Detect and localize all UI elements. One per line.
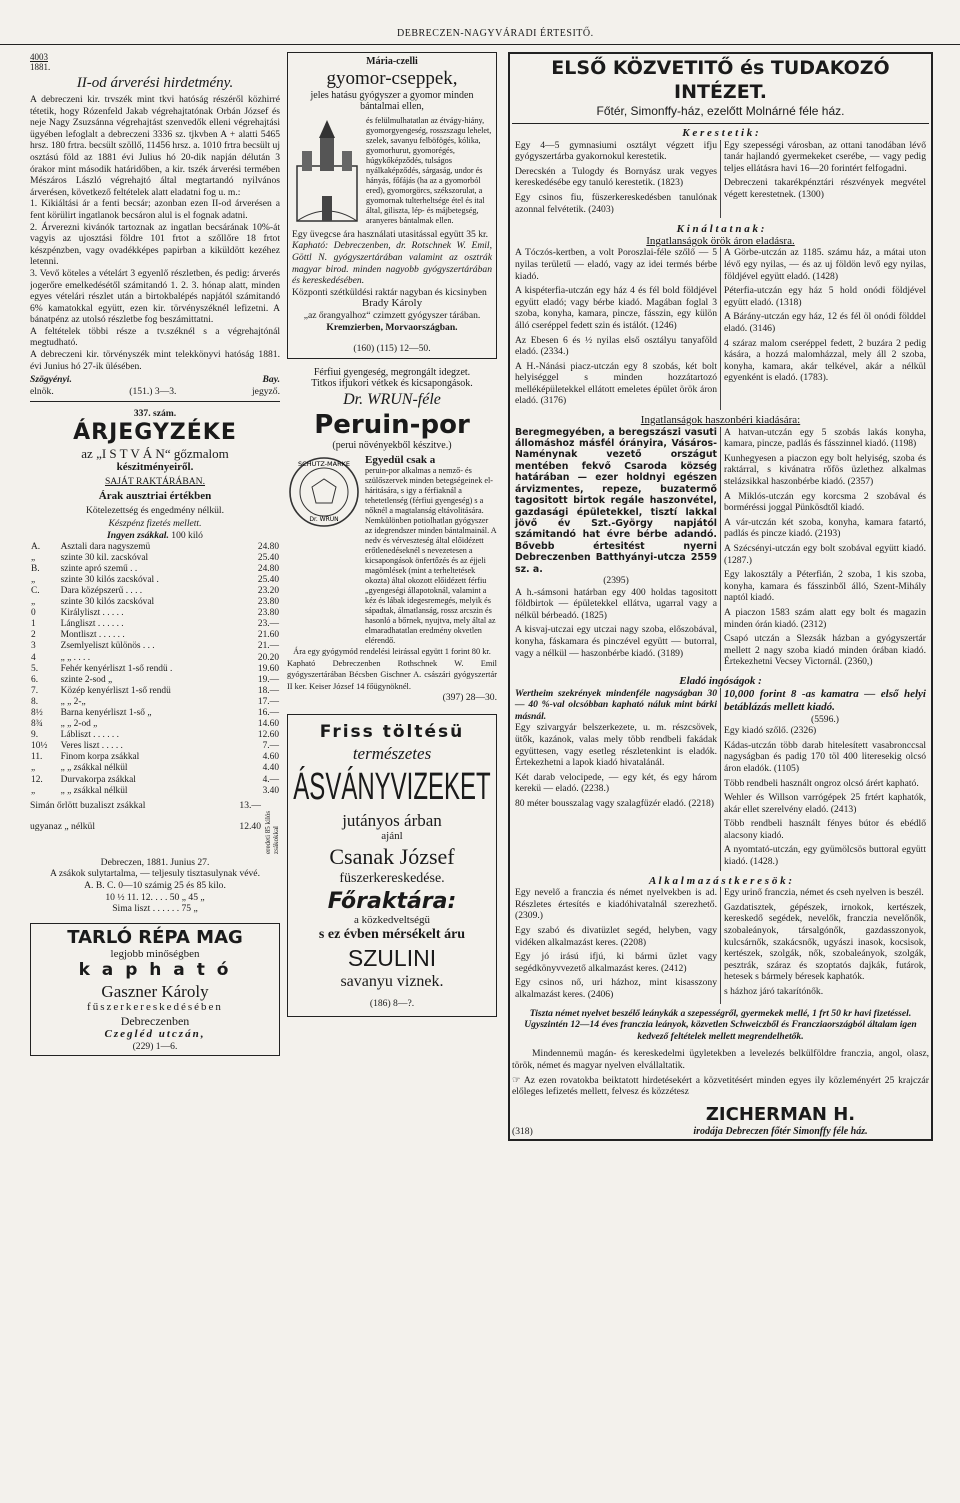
price-mark: 8¾ (31, 719, 43, 730)
price-name: Közép kenyérliszt 1-ső rendü (60, 685, 171, 696)
price-cash: Készpénz fizetés mellett. (108, 518, 202, 530)
elado-left (512, 688, 720, 871)
price-row (30, 719, 280, 730)
wrun-sub: (perui növényekből készitve.) (332, 439, 452, 451)
price-mark: 2 (31, 630, 36, 641)
sign-ref: (151.) 3—3. (129, 385, 177, 397)
listing-item: Derecskén a Tulogdy és Bornyász urak vegyes kereskedésébe egy tanuló kerestetik. (1823) (515, 165, 717, 189)
price-name: Zsemlyeliszt különös . . . (60, 641, 155, 652)
listing-item: Egy kiadó szőlő. (2326) (724, 725, 817, 737)
price-mark: B. (31, 563, 40, 574)
price-sima: Sima liszt . . . . . . 75 „ (112, 903, 198, 915)
price-value: 4.— (262, 774, 279, 785)
agency-address: Főtér, Simonffy-ház, ezelőtt Molnárné féle ház. (596, 104, 845, 118)
price-name: „ „ 2-od „ (60, 719, 98, 730)
elado-title: Eladó ingóságok : (679, 674, 762, 687)
ugyanaz-price: 12.40 (239, 821, 261, 833)
elado-grid (512, 688, 929, 871)
listing-item: A nyomtató-utczán, egy gyümölcsös buttoral együtt kiadó. (1428.) (724, 844, 926, 868)
maria-place: Kremzierben, Morvaországban. (326, 321, 458, 333)
elado-right-bold: 10,000 forint 8 -as kamatra — első helyi betáblázás mellett kiadó. (724, 687, 926, 713)
mindennemu-notice: Mindennemü magán- és kereskedelmi ügyletekben a levelezés belkülföldre franczia, angol, olasz, török, német és magyar nyelven elvállaltatik. (512, 1048, 929, 1071)
friss-savanyu: savanyu viznek. (340, 973, 444, 991)
price-value: 17.— (257, 696, 279, 707)
price-mark: C. (31, 585, 40, 596)
tarlo-name: Gaszner Károly (101, 982, 209, 1002)
price-row (30, 752, 280, 763)
listing-item: Csapó utczán a Slezsák házban a gyógyszertár mellett 2 nagy szoba kiadó minden órában kiadó. Értekezhetni Vecsey Victornál. (2360,) (724, 633, 926, 668)
listing-item: A Bárány-utczán egy ház, 12 és fél öl onódi földdel eladó. (3146) (724, 311, 926, 334)
friss-ajanl: ajánl (381, 830, 403, 843)
wrun-trademark-stamp-icon (287, 455, 361, 529)
listing-item: Kunhegyesen a piaczon egy bolt helyiség, szoba és raktárral, s kivánatra rőfös üzlethez alkalmas stelázsikkal haszonbérbe kiadó. (2357) (724, 452, 926, 488)
sign-right: Bay. (262, 374, 280, 386)
price-name: „ „ . . . . (60, 652, 91, 663)
price-value: 19.60 (257, 663, 279, 674)
elado-right-list (724, 725, 926, 868)
alkalmazas-left (512, 887, 720, 1003)
wrun-body: peruin-por alkalmas a nemző- és szülőszervek minden betegségeinek el-háritására, s igy a férfiaknál a tehetetlenség (férfiui gyengeség) s a nőknél a magtalanság eltávolitására. Nemkülönben potiolhatlan gyógyszer az idegrendszer minden bántalmainál. A nedv és vérveszteség által előidézett erőtlenedéseknél s nevezetesen a kicsapongások önfertőzés és az éjjeli magömlések (mint a terheltetések okozta) által okozott előidézett férfiu „gyengeségi állapotoknál, valamint a kéz és lábak idegesremegés, melyik és sápadtak, álmatlanság, rossz arcszin és hasonló a bőrnek, nyujtva, mely által az elmaradhatatlan eredmény okvetlen elérendő. (365, 466, 497, 646)
stamp-inner-text: Dr. WRUN (309, 515, 339, 523)
signature-roles (30, 386, 280, 398)
listing-item: Kádas-utczán több darab hitelesített vasabronccsal nagyságban és padig 170 töl 400 literesekig olcsó áron eladók. (1105) (724, 739, 926, 774)
ingatlan-grid (512, 247, 929, 410)
price-frac: 10 ½ 11. 12. . . . 50 „ 45 „ (105, 891, 205, 903)
listing-item: Egy 4—5 gymnasiumi osztályt végzett ifju gyógyszertárba gyakornokul kerestetik. (515, 139, 717, 163)
price-name: szinte 30 kil. zacskóval (60, 552, 149, 563)
ezen-text: Az ezen rovatokba beiktatott hirdetésekért a közvetitésért minden egyes ily közleményért 25 krajczár előleges lefizetés mellett, felvesz és közzétesz (512, 1074, 929, 1098)
auction-title: II-od árverési hirdetmény. (76, 75, 234, 91)
price-value: 23.80 (257, 608, 279, 619)
price-value: 18.— (257, 685, 279, 696)
price-row (30, 741, 280, 752)
price-row (30, 763, 280, 774)
wrun-body-block (287, 455, 497, 647)
tarlo-title: TARLÓ RÉPA MAG (67, 926, 243, 948)
page-header (0, 24, 960, 45)
maria-title: gyomor-cseppek, (326, 67, 458, 89)
listing-item: A kispéterfia-utczán egy ház 4 és fél bold földjével együtt eladó; vagy bérbe kiadó. Magában foglal 3 szoba, konyha, kamara, pincze, fásszin, egy külön álló cseréppel fedett szin és istálót. (1246) (515, 285, 717, 331)
price-abc: A. B. C. 0—10 számig 25 és 85 kilo. (84, 879, 226, 891)
maria-kaphato: Kapható: Debreczenben, dr. Rotschnek W. Emil, Göttl N. gyógyszertárában valamint az osztrák magyar birod. minden nagyobb gyógyszertárában és kereskedésében. (292, 240, 492, 287)
haszon-right (720, 427, 929, 671)
price-warehouse: SAJÁT RAKTÁRÁBAN. (104, 475, 206, 487)
price-mark: 1 (31, 619, 36, 630)
signature-row (30, 374, 280, 386)
sign-left-role: elnök. (30, 385, 54, 397)
alkalmazas-right (720, 887, 929, 1003)
price-table (30, 542, 280, 797)
price-free: Ingyen zsákkal. (107, 530, 169, 541)
tarlo-kaphato: k a p h a t ó (78, 960, 232, 981)
zich-name: ZICHERMAN H. (705, 1103, 856, 1125)
ingatlan-title: Ingatlanságok örök áron eladásra. (646, 234, 795, 247)
price-row (30, 775, 280, 786)
auction-terms-rest: A feltételek többi része a tv.széknél s a végrehajtónál megtudható. (30, 325, 280, 349)
price-name: Dara középszerű . . . . (60, 585, 143, 596)
price-row (30, 619, 280, 630)
haszon-left-list (515, 587, 717, 660)
tarlo-street: Czegléd utczán, (104, 1027, 206, 1040)
haszon-left-ref: (2395) (603, 574, 629, 586)
price-row (30, 686, 280, 697)
wrun-ref: (397) 28—30. (442, 692, 497, 704)
listing-item: Gazdatisztek, gépészek, irnokok, kertészek, kereskedő segédek, nevelők, franczia nevelőnők, szobaleányok, társalgónők, gazdasszonyok, kulcsárnők, szakácsnők, ugyászi inasok, kocsisok, kertészek, szolgák, nők, szobaleányok, szolgák, pesztrák, száraz és szoptatós dajkák, futárok, hetesek s bármely béresek kaphatók. (724, 901, 926, 983)
price-value: 19.— (257, 674, 279, 685)
column-right (508, 52, 933, 1492)
price-mark: „ (31, 763, 36, 774)
pointing-hand-icon: ☞ (512, 1074, 524, 1086)
friss-trade: füszerkereskedése. (339, 870, 445, 886)
divider (30, 401, 280, 402)
price-date: Debreczen, 1881. Junius 27. (100, 856, 210, 868)
price-row (30, 575, 280, 586)
listing-item: Az Ebesen 6 és ½ nyilas első osztályu tanyaföld eladó. (2334.) (515, 334, 717, 358)
listing-item: s házhoz járó takarítónők. (724, 986, 824, 997)
price-mark: 7. (31, 685, 39, 696)
listing-item: Egy urinő franczia, német és cseh nyelven is beszél. (724, 887, 924, 899)
listing-item: Két darab velocipede, — egy két, és egy három kerekü — eladó. (2238.) (515, 771, 717, 795)
listing-item: Egy csinos nő, uri házhoz, mint kisasszony alkalmazást keres. (2406) (515, 977, 717, 1000)
friss-szulini: SZULINI (347, 945, 437, 972)
price-mark: 3 (31, 641, 36, 652)
listing-item: Egy jó irású ifjú, ki bármi üzlet vagy segédkönyvvezető alkalmazást keres. (2412) (515, 951, 717, 974)
friss-ref: (186) 8—?. (369, 998, 415, 1010)
price-nocommit: Kötelezettség és engedmény nélkül. (86, 504, 224, 516)
price-mark: „ (31, 574, 36, 585)
auction-body: A debreczeni kir. trvszék mint tkvi hatóság részéről közhirré tétetik, hogy Rózenfeld Jakab végrehajtatónak Orbán József és neje Nagy Zsuzsánna végrehajtást szenvedők elleni végrehajtási ügyében lefoglalt a debreczeni 3336 sz. tjkvben A + alatti 5465 hrsz. 180 frtra. becsült szöllő, 11456 hrsz. a. 1010 frtra becsült uj osztású föld az 1881 évi Julius hó 20-dik napján délután 3 órakor mint második határidőben, a kir. tszék árverési termében Mészáros László végrehajtó által megtartandó nyilvános árverésen, következő feltételek alatt eladatni fog u. m.: (30, 94, 280, 198)
friss-ad (287, 714, 497, 1017)
keresetik-right (720, 140, 929, 219)
price-value: 25.40 (257, 552, 279, 563)
price-name: Lángliszt . . . . . . (60, 619, 124, 630)
buza-block (30, 800, 280, 854)
divider (512, 123, 929, 124)
friss-termeszetes: természetes (352, 744, 432, 764)
friss-big: ÁSVÁNYVIZEKET (293, 765, 491, 809)
price-value: 4.40 (262, 763, 279, 774)
kinaltatnak-title: K i n á l t a t n a k : (676, 223, 765, 236)
listing-item: A H.-Nánási piacz-utczán egy 8 szobás, két bolt helyiséggel s minden hozzátartozó melléképületekkel ellátott emeletes épület örök áron eladó. (3176) (515, 360, 717, 407)
friss-name: Csanak József (329, 843, 455, 869)
price-row (30, 630, 280, 641)
maria-body (292, 116, 492, 226)
price-mark: A. (31, 541, 41, 552)
price-row (30, 564, 280, 575)
price-value: 23.20 (257, 585, 279, 596)
tarlo-ad (30, 923, 280, 1056)
haszon-left (512, 427, 720, 671)
tarlo-best: legjobb minőségben (110, 947, 200, 960)
elado-right-ref: (5596.) (811, 713, 839, 725)
price-name: Barna kenyérliszt 1-ső „ (60, 708, 152, 718)
wrun-kaphato: Kapható Debreczenben Rothschnek W. Emil gyógyszertárában Bécsben Gischner A. császári gyógyszertár II ker. Keiser József 14 főügynöknél. (287, 658, 497, 691)
wrun-lead-1: Férfiui gyengeség, megrongált idegzet. (313, 366, 471, 378)
listing-item: A Tóczós-kertben, a volt Poroszlai-féle szőlő — 5 nyilas területű — eladó, vagy az idei termés bérbe kiadó. (515, 247, 717, 282)
listing-item: Egy szabó és divatüzlet segéd, helyben, vagy vidéken alkalmazást keres. (2208) (515, 925, 717, 948)
listing-item: Debreczeni takarékpénztári részvények megvétel végett kerestetnek. (1300) (724, 177, 926, 200)
price-name: „ „ zsákkal nélkül (60, 763, 128, 774)
tarlo-ref: (229) 1—6. (132, 1040, 178, 1052)
maria-price: Egy üvegcse ára használati utasitással együtt 35 kr. (292, 228, 489, 240)
listing-item: Egy szepességi városban, az ottani tanodában lévő tanár hajlandó gyermekeket cserébe, — vagy pedig teljes ellátásra havi 16—20 forintért felfogadni. (724, 139, 926, 174)
price-name: „ „ zsákkal nélkül (60, 785, 128, 796)
price-value: 25.40 (257, 574, 279, 585)
side-note: eredeti 85 kilós zsákokkal (264, 810, 280, 854)
price-mark: 9. (31, 730, 39, 741)
notice-ref (30, 52, 280, 72)
listing-item: Több rendbeli használt ongroz olcsó árért kapható. (724, 777, 919, 789)
price-row (30, 675, 280, 686)
listing-item: Egy csinos fiu, füszerkereskedésben tanulónak azonnal felvétetik. (2403) (515, 191, 717, 215)
tarlo-city: Debreczenben (120, 1013, 190, 1028)
price-mark: „ (31, 552, 36, 563)
price-name: szinte 30 kilós zacskóval . (60, 574, 159, 585)
auction-condition-3: 3. Vevő köteles a vételárt 3 egyenlő részletben, és pedig: árverés jogerőre emelkedésétől számitandó 1. 2. 3. hónap alatt, minden egyes vételári részlet után a birtokbalépés napjától számitandó 6% kamatokkal együtt, ezen kir. törvényszéknél lefizetni. A bánatpénz az utolsó részletbe fog beszámittatni. (30, 267, 280, 326)
price-row (30, 664, 280, 675)
listing-item: Wehler és Willson varrógépek 25 frtért kaphatók, akár ellet szerelvény eladó. (2413) (724, 792, 926, 815)
maria-side: és felülmulhatatlan az étvágy-hiány, gyomorgyengeség, rosszszagu lehelet, szelek, savanyu felböfögés, kólika, gyomorhurut, gyomorégés, húgykőképződés, tulságos nyálkaképződés, sárgaság, undor és hányás, főfájás (ha az a gyomorból ered), gyomorgörcs, székszorulat, a gyomornak tulterheltsége étel és ital által, giliszta, lép- és májbetegség, aranyeres bántalmak ellen. (366, 115, 492, 225)
notice-number: 4003 (30, 52, 48, 62)
friss-kozvetitoja: a közkedveltségü (353, 913, 431, 926)
listing-item: A h.-sámsoni határban egy 400 holdas tagositott földbirtok — épületekkel ellátva, ugarral vagy a nélkül bérbeadó. (1825) (515, 586, 717, 621)
maria-pharm: „az őrangyalhoz“ czimzett gyógyszer tárában. (303, 309, 481, 321)
ezen-notice (512, 1075, 929, 1098)
price-value: 4.60 (262, 752, 279, 763)
price-name: Királyliszt . . . . . (60, 608, 124, 619)
price-value: 20.20 (257, 652, 279, 663)
price-name: szinte 30 kilós zacskóval (60, 597, 155, 608)
price-number: 337. szám. (133, 408, 177, 420)
price-row (30, 653, 280, 664)
wrun-only: Egyedül csak a (365, 453, 436, 466)
buza-price: 13.— (239, 799, 261, 811)
listing-item: A kisvaj-utczai egy utczai nagy szoba, előszobával, konyha, fáskamara és pinczével együtt — butorral, vagy a nélkül — haszonbérbe kiadó. (3189) (515, 624, 717, 659)
tiszta-notice: Tiszta német nyelvet beszélő leánykák a szepességről, gyermekek mellé, 1 frt 50 kr havi fizetéssel. Ugyszintén 12—14 éves franczia leányok, közvetlen Schweiczből és Francziaországból általam igen kedvező feltételek mellett megrendelhetők. (524, 1007, 917, 1042)
wrun-title: Peruin-por (314, 409, 470, 440)
price-mark: 8½ (31, 708, 43, 718)
keresetik-left (512, 140, 720, 219)
price-mark: 12. (31, 774, 43, 785)
zicherman-block (512, 1104, 929, 1138)
newspaper-title: DEBRECZEN-NAGYVÁRADI ÉRTESITŐ. (397, 28, 594, 39)
price-row (30, 542, 280, 553)
listing-item: Egy nevelő a franczia és német nyelvekben is ad. Részletes értesítés e kiadóhivatalnál szerezhető. (2309.) (515, 887, 717, 922)
price-sack: A zsákok sulytartalma, — teljesuly tisztasulynak vévé. (50, 868, 260, 880)
stamp-outer-text: SCHUTZ-MARKE (298, 459, 350, 468)
maria-ref: (160) (115) 12—50. (353, 343, 431, 355)
wrun-lead-2: Titkos ifjukori vétkek és kicsapongások. (311, 378, 473, 390)
listing-item: Több rendbeli használt fényes bútor és ebédlő alacsony kiadó. (724, 818, 926, 841)
price-name: Fehér kenyérliszt 1-ső rendü . (60, 663, 173, 674)
price-free-row (30, 530, 280, 542)
price-value: 12.60 (257, 730, 279, 741)
maria-ad (287, 52, 497, 359)
wrun-dr: Dr. WRUN-féle (343, 390, 441, 408)
listing-item: A hatvan-utczán egy 5 szobás lakás konyha, kamara, pincze, padlás és fásszinnel kiadó. (1198) (724, 426, 926, 450)
price-value: 7.— (262, 741, 279, 752)
price-unit: 100 kiló (171, 530, 203, 541)
buza-row (30, 800, 261, 812)
maria-central: Központi szétküldési raktár nagyban és kicsinyben (292, 286, 487, 298)
listing-item: A Görbe-utczán az 1185. számu ház, a mátai uton lévő egy nyilas, — és az uj földön levő egy nyilas, földjével együtt eladó. (1428) (724, 247, 926, 282)
column-left (30, 52, 280, 1482)
price-name: Veres liszt . . . . . (60, 741, 123, 752)
price-mill: az „I S T V Á N“ gőzmalom (81, 446, 229, 462)
ingatlan-right (720, 247, 929, 410)
listing-item: A vár-utczán két szoba, konyha, kamara fatartó, padlás és pincze kiadó. (2193) (724, 516, 926, 540)
listing-item: A Szécsényi-utczán egy bolt szobával együtt kiadó. (1287.) (724, 543, 926, 566)
ugyanaz-label: ugyanaz „ nélkül (30, 821, 95, 833)
listing-item: A piaczon 1583 szám alatt egy bolt és magazin minden órán kiadó. (2312) (724, 606, 926, 630)
buza-label: Simán őrlött buzaliszt zsákkal (30, 799, 146, 811)
price-value: 23.80 (257, 597, 279, 608)
listing-item: A Miklós-utczán egy korcsma 2 szobával és borméréssi joggal Pünkösdtől kiadó. (724, 490, 926, 514)
friss-foraktar: Főraktára: (327, 888, 457, 914)
price-name: szinte 2-sod „ (60, 674, 113, 685)
price-mark: 10½ (31, 741, 48, 752)
listing-item: Egy szivargyár belszerkezete, u. m. részcsövek, ütők, kazánok, valas mely több rendbeli fakádak együttesen, vagy esetleg részletenkint is eladók. Értekezhetni a lapok kiadó hivatalánál. (515, 722, 717, 769)
price-value: 3.40 (262, 785, 279, 796)
church-illustration-icon (292, 116, 362, 226)
price-mark: 4 (31, 652, 36, 663)
zich-office: irodája Debreczen főtér Simonffy féle ház. (693, 1125, 868, 1137)
ingatlan-left (512, 247, 720, 410)
column-middle (287, 52, 497, 1492)
price-mark: „ (31, 785, 36, 796)
price-value: 16.— (257, 708, 279, 718)
price-row (30, 708, 280, 719)
elado-left-list (515, 722, 717, 809)
agency-title: ELSŐ KÖZVETITŐ és TUDAKOZÓ INTÉZET. (551, 57, 890, 103)
elado-right (720, 688, 929, 871)
sign-right-role: jegyző. (252, 385, 280, 397)
price-row (30, 553, 280, 564)
auction-condition-2: 2. Árverezni kivánók tartoznak az ingatlan becsárának 10%-át vagyis az ujosztási földre 101 frtot a szőllőre 18 frtot készpénzben, vagy ovadékképes papirban a kiküldött kezéhez letenni. (30, 221, 280, 268)
friss-price: jutányos árban (342, 811, 442, 831)
price-mark: 6. (31, 674, 39, 685)
price-row (30, 641, 280, 652)
alkalmazas-grid (512, 887, 929, 1003)
listing-item: Egy lakosztály a Péterfián, 2 szoba, 1 kis szoba, konyha, kamara és fásszinből álló, Szent-Mihály naptól kiadó. (724, 569, 926, 604)
price-value: 21.60 (257, 630, 279, 641)
friss-title: Friss töltésü (319, 722, 465, 743)
price-name: Asztali dara nagyszemü (60, 541, 151, 552)
auction-condition-1: 1. Kikiáltási ár a fenti becsár; azonban ezen II-od árverésen a fent körülirt ingatlanok becsáron alul is el fognak adatni. (30, 198, 280, 221)
keresetik-title: K e r e s t e t i k : (682, 127, 759, 139)
friss-evben: s ez évben mérsékelt áru (318, 927, 466, 943)
court-line: A debreczeni kir. törvényszék mint telekkönyvi hatóság 1881. évi Junius hó 27-ik ülésében. (30, 349, 280, 372)
price-name: Lábliszt . . . . . . (60, 730, 119, 741)
price-mark: 11. (31, 752, 43, 763)
alkalmazas-title: A l k a l m a z á s t k e r e s ö k : (648, 874, 792, 887)
price-value: 24.80 (257, 541, 279, 552)
price-name: Finom korpa zsákkal (60, 752, 140, 763)
listing-item: 4 száraz malom cseréppel fedett, 2 buzára 2 pedig kására, a hozzá malomházzal, mely áll 2 szoba, konyha, kamara, akár telkével, akár a nélkül egyenként is eladó. (1783). (724, 337, 926, 384)
maria-sub: jeles hatásu gyógyszer a gyomor minden bántalmai ellen, (310, 89, 474, 113)
price-mark: 8. (31, 696, 39, 707)
price-value: 24.80 (257, 563, 279, 574)
sign-left: Szögyényi. (30, 374, 72, 386)
price-value: 21.— (257, 641, 279, 652)
price-austrian: Árak ausztriai értékben (98, 490, 212, 503)
zich-ref: (318) (512, 1125, 533, 1137)
tarlo-shop: fűszerkereskedésében (87, 1001, 223, 1014)
price-value: 23.— (257, 619, 279, 630)
price-name: Durvakorpa zsákkal (60, 774, 136, 785)
agency-box (508, 52, 933, 1141)
price-value: 14.60 (257, 719, 279, 730)
maria-brady: Brady Károly (361, 297, 423, 310)
price-row (30, 597, 280, 608)
listing-item: 80 méter bousszalag vagy szalagfüzér eladó. (2218) (515, 797, 714, 809)
notice-year: 1881. (30, 62, 51, 72)
price-mark: „ (31, 597, 36, 608)
price-name: „ „ 2-„ (60, 696, 86, 707)
wrun-price: Ára egy gyógymód rendelési leirással együtt 1 forint 80 kr. (293, 647, 491, 657)
price-mark: 5. (31, 663, 39, 674)
haszon-title: Ingatlanságok haszonbéri kiadására: (640, 414, 801, 427)
price-row (30, 586, 280, 597)
price-row (30, 697, 280, 708)
price-row (30, 786, 280, 797)
price-row (30, 730, 280, 741)
price-row (30, 608, 280, 619)
elado-left-bold: Wertheim szekrények mindenféle nagyságban 30 — 40 %-val olcsóbban kapható náluk mint bárki másnál. (515, 687, 717, 722)
haszon-left-bold: Beregmegyében, a beregszászi vasuti állomáshoz másfél órányira, Vásáros-Naménynak vezető országut mentében fekvő Csaroda község határában — ezer holdnyi egészen árvizmentes, repeze, buzatermő tagositott birtok regále haszonvétel, gazdasági épületekkel, tisztí lakkal jövő év Szt.-György napjától számitandó hat évre bérbe adandó. Bővebb értesitést nyerni Debreczenben Batthyányi-utcza 2559 sz. a. (515, 426, 717, 575)
keresetik-grid (512, 140, 929, 219)
price-title: ÁRJEGYZÉKE (73, 420, 237, 446)
haszon-grid (512, 427, 929, 671)
price-name: Montliszt . . . . . . (60, 630, 125, 641)
price-mark: 0 (31, 608, 36, 619)
maria-small: Mária-czelli (366, 56, 418, 67)
ugyanaz-row (30, 821, 261, 833)
price-name: szinte apró szemű . . (60, 563, 138, 574)
listing-item: Péterfia-utczán egy ház 5 hold onódi földjével együtt eladó. (1318) (724, 285, 926, 308)
price-products: készitményeiről. (116, 461, 194, 474)
